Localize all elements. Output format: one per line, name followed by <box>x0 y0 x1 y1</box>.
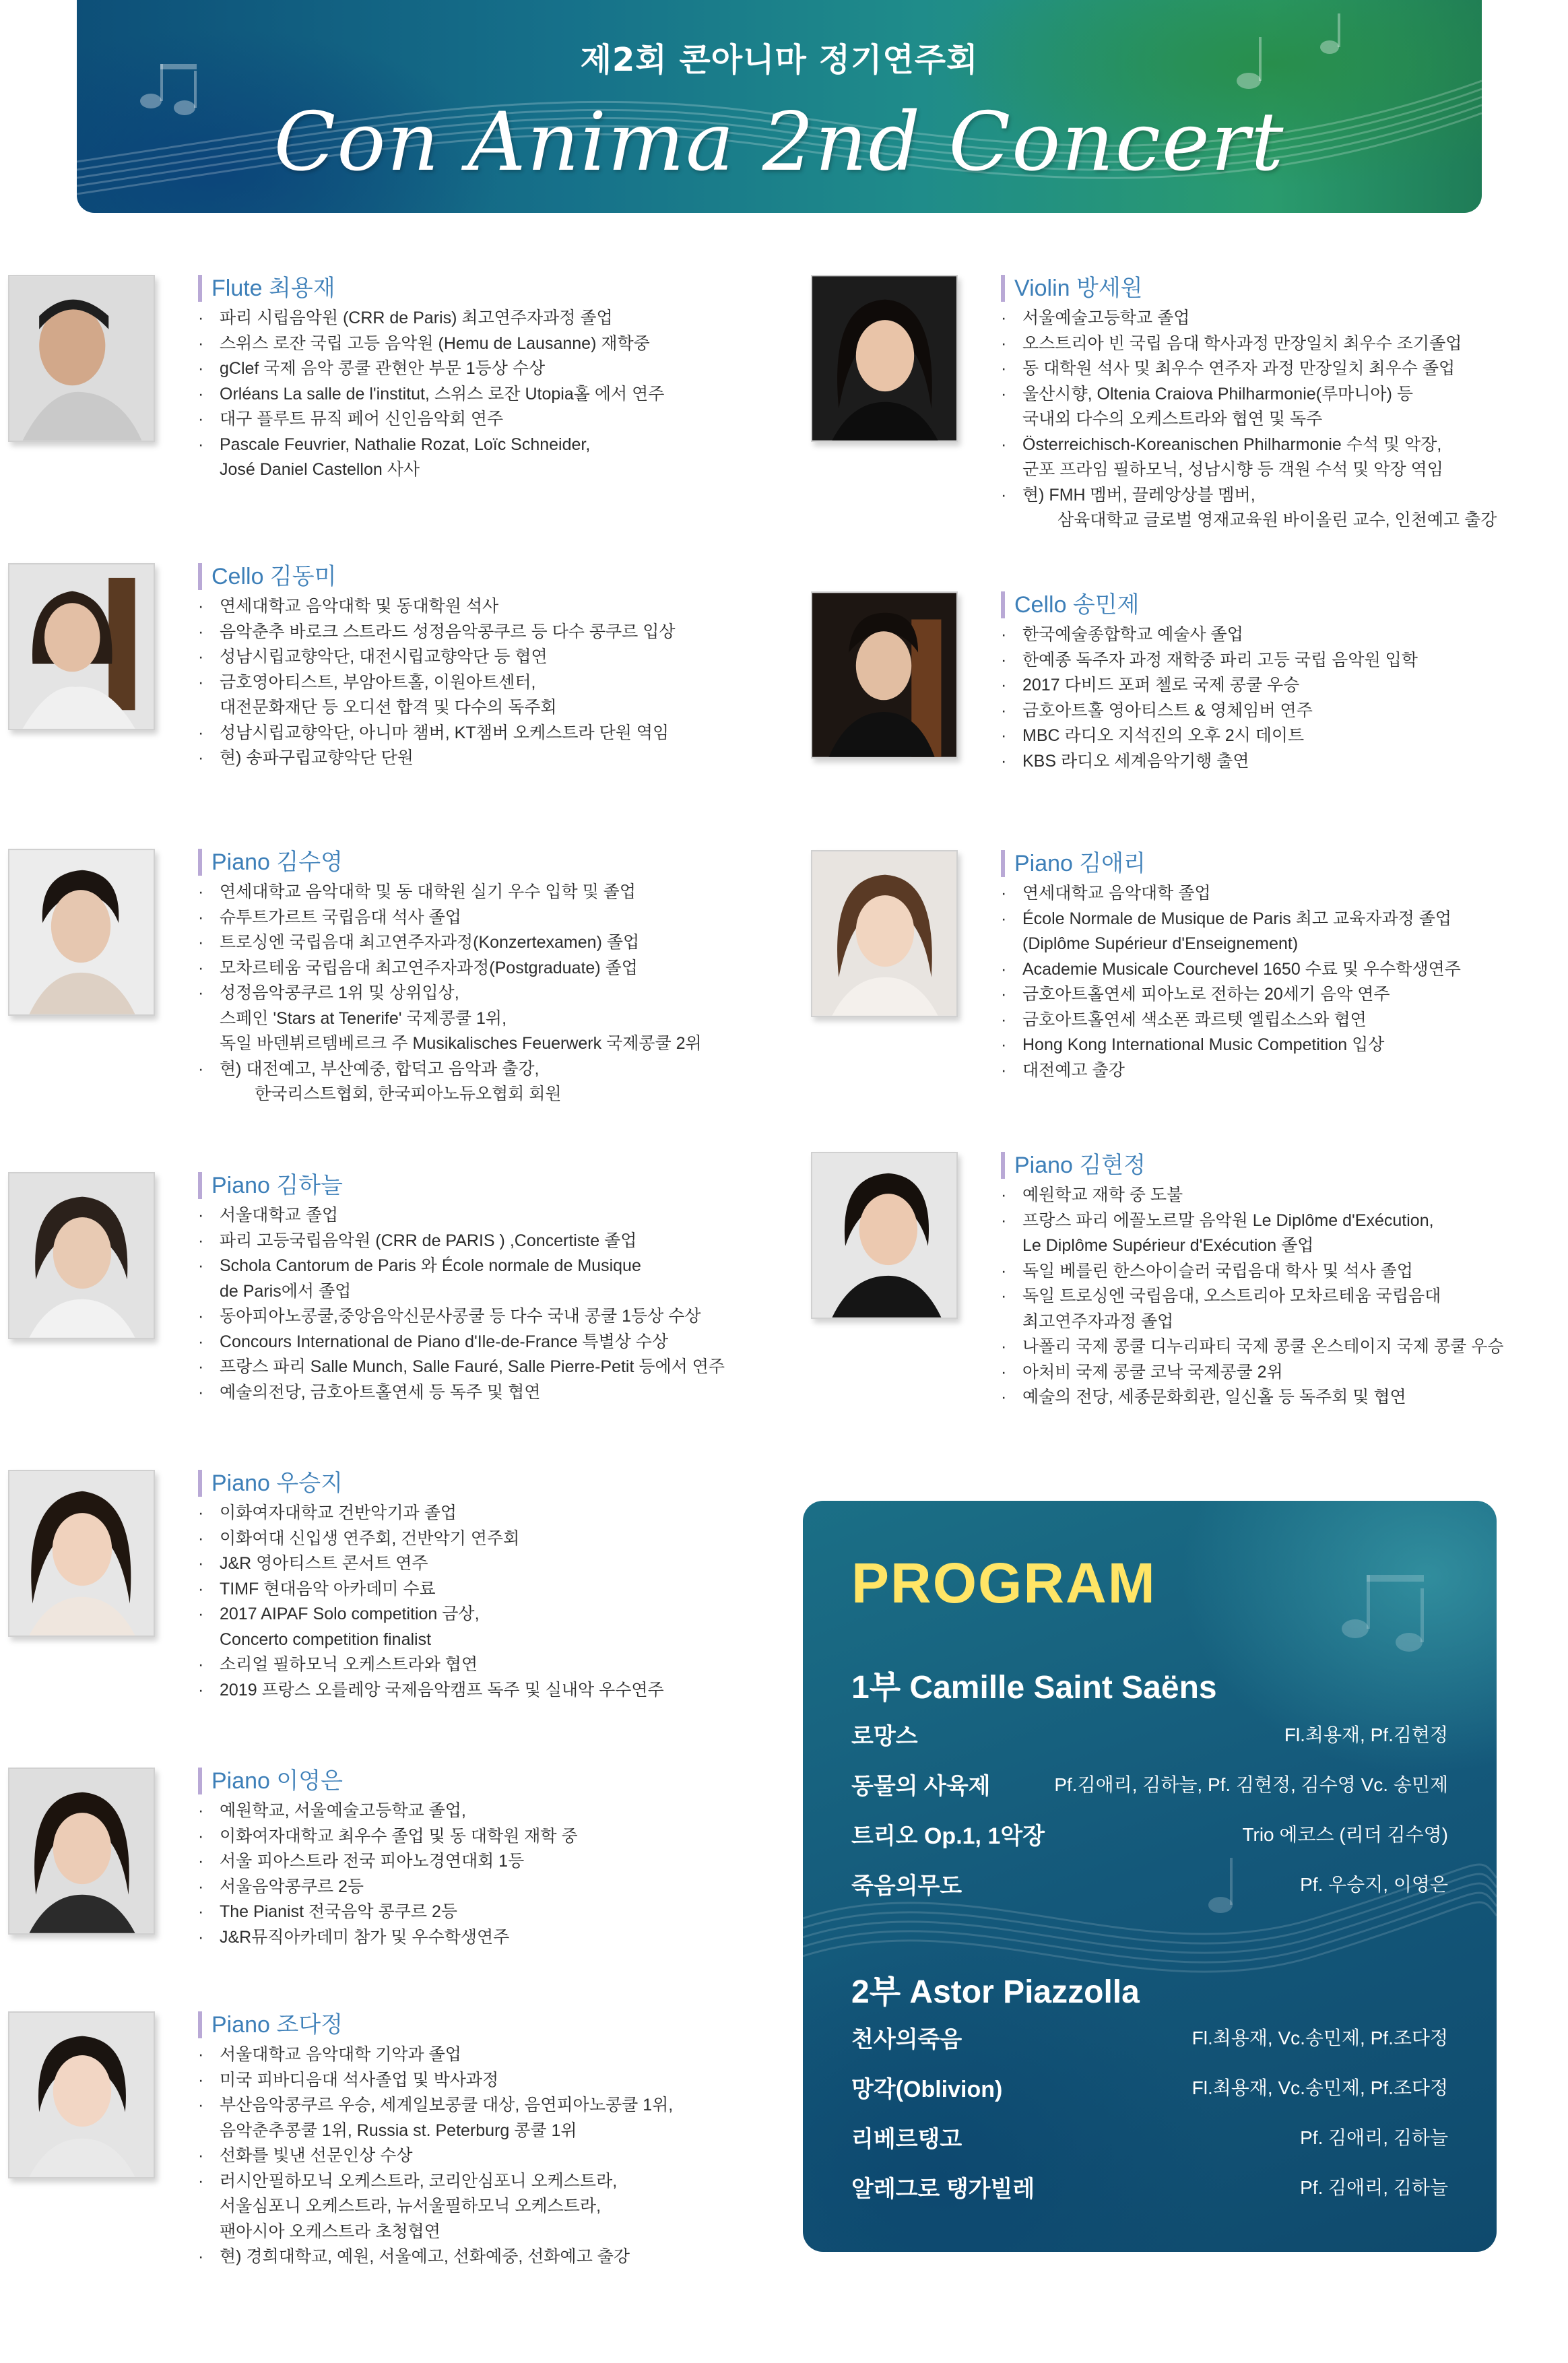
piece-title: 망각(Oblivion) <box>851 2077 1003 2102</box>
bio-item: · 동아피아노콩쿨,중앙음악신문사콩쿨 등 다수 국내 콩쿨 1등상 수상 <box>198 1307 701 1326</box>
bio-item: · 연세대학교 음악대학 졸업 <box>1001 884 1211 903</box>
performer-name: Cello 송민제 <box>1001 591 1568 618</box>
bio-item: · Orléans La salle de l'institut, 스위스 로잔 Utopia홀 에서 연주 <box>198 384 665 403</box>
piece-title: 죽음의무도 <box>851 1873 962 1899</box>
piece-title: 천사의죽음 <box>851 2027 962 2052</box>
performer-photo <box>8 849 155 1016</box>
bio-item: · 성남시립교향악단, 대전시립교향악단 등 협연 <box>198 647 548 666</box>
bio-item-continuation: 독일 바덴뷔르템베르크 주 Musikalisches Feuerwerk 국제콩쿨 2위 <box>220 1034 702 1053</box>
piece-performers: Fl.최용재, Vc.송민제, Pf.조다정 <box>1191 2028 1448 2048</box>
bio-item: · 금호아트홀 영아티스트 & 영체임버 연주 <box>1001 701 1313 720</box>
piece-title: 동물의 사육제 <box>851 1774 991 1799</box>
bio-item: · 현) 경희대학교, 예원, 서울예고, 선화예중, 선화예고 출강 <box>198 2247 630 2266</box>
bio-item: · 아처비 국제 콩쿨 코낙 국제콩쿨 2위 <box>1001 1362 1283 1382</box>
program-row <box>851 1867 1448 1898</box>
piece-title: 알레그로 탱가빌레 <box>851 2176 1035 2202</box>
bio-item-continuation: José Daniel Castellon 사사 <box>220 460 420 479</box>
bio-item: · 프랑스 파리 에꼴노르말 음악원 Le Diplôme d'Exécution, <box>1001 1210 1434 1230</box>
bio-item: · Hong Kong International Music Competition 입상 <box>1001 1035 1385 1054</box>
performer-name: Piano 이영은 <box>198 1768 791 1794</box>
performer-name: Piano 우승지 <box>198 1470 791 1497</box>
bio-item-continuation: 스페인 'Stars at Tenerife' 국제콩쿨 1위, <box>220 1008 507 1028</box>
bio-item: · 대구 플루트 뮤직 페어 신인음악회 연주 <box>198 410 504 428</box>
portrait-image <box>812 276 956 441</box>
program-row <box>851 1718 1448 1749</box>
performer-photo <box>811 275 958 442</box>
bio-item-continuation: Le Diplôme Supérieur d'Exécution 졸업 <box>1022 1236 1314 1255</box>
performer-photo <box>8 1768 155 1935</box>
performer-photo <box>811 1152 958 1319</box>
performer-name: Flute 최용재 <box>198 275 791 302</box>
bio-item: · 서울대학교 졸업 <box>198 1206 338 1225</box>
bio-item: · 프랑스 파리 Salle Munch, Salle Fauré, Salle Pierre-Petit 등에서 연주 <box>198 1357 725 1376</box>
bio-item: · 대전예고 출강 <box>1001 1060 1125 1080</box>
bio-item-continuation: 한국리스트협회, 한국피아노듀오협회 회원 <box>255 1085 562 1103</box>
bio-item: · 소리얼 필하모닉 오케스트라와 협연 <box>198 1655 478 1674</box>
bio-item-continuation: 군포 프라임 필하모닉, 성남시향 등 객원 수석 및 악장 역임 <box>1022 460 1443 479</box>
bio-item: · 독일 베를린 한스아이슬러 국립음대 학사 및 석사 졸업 <box>1001 1261 1413 1281</box>
bio-item: · 나폴리 국제 콩쿨 디누리파티 국제 콩쿨 온스테이지 국제 콩쿨 우승 <box>1001 1337 1504 1356</box>
bio-item: · 이화여자대학교 건반악기과 졸업 <box>198 1503 457 1522</box>
performer-name: Piano 조다정 <box>198 2011 791 2038</box>
piece-performers: Pf. 김애리, 김하늘 <box>1300 2127 1448 2148</box>
performer-name: Violin 방세원 <box>1001 275 1568 302</box>
bio-item: · 현) 송파구립교향악단 단원 <box>198 748 414 767</box>
bio-item: · 서울대학교 음악대학 기악과 졸업 <box>198 2045 461 2064</box>
piece-performers: Pf.김애리, 김하늘, Pf. 김현정, 김수영 Vc. 송민제 <box>1054 1774 1448 1795</box>
bio-item: · 예원학교 재학 중 도불 <box>1001 1186 1183 1204</box>
portrait-image <box>9 1769 154 1933</box>
bio-item: · 미국 피바디음대 석사졸업 및 박사과정 <box>198 2070 499 2090</box>
bio-item: · J&R뮤직아카데미 참가 및 우수학생연주 <box>198 1927 510 1947</box>
piece-performers: Fl.최용재, Pf.김현정 <box>1284 1724 1448 1745</box>
performer-name: Piano 김현정 <box>1001 1152 1568 1179</box>
performer-photo <box>8 275 155 442</box>
bio-item: · 서울음악콩쿠르 2등 <box>198 1877 364 1896</box>
bio-item: · 금호영아티스트, 부암아트홀, 이원아트센터, <box>198 672 536 692</box>
performer-photo <box>811 850 958 1017</box>
bio-item: · École Normale de Musique de Paris 최고 교육자과정 졸업 <box>1001 909 1451 928</box>
bio-item: · 파리 시립음악원 (CRR de Paris) 최고연주자과정 졸업 <box>198 309 613 327</box>
bio-item: · 성정음악콩쿠르 1위 및 상위입상, <box>198 983 459 1002</box>
bio-item-continuation: 삼육대학교 글로벌 영재교육원 바이올린 교수, 인천예고 출강 <box>1057 511 1497 529</box>
bio-item: · J&R 영아티스트 콘서트 연주 <box>198 1554 428 1573</box>
bio-item: · 금호아트홀연세 색소폰 콰르텟 엘립소스와 협연 <box>1001 1010 1367 1029</box>
bio-item: · 예술의전당, 금호아트홀연세 등 독주 및 협연 <box>198 1382 541 1402</box>
bio-item: · 독일 트로싱엔 국립음대, 오스트리아 모차르테움 국립음대 <box>1001 1287 1441 1305</box>
bio-item-continuation: 국내외 다수의 오케스트라와 협연 및 독주 <box>1022 410 1323 428</box>
bio-item: · Schola Cantorum de Paris 와 École normale de Musique <box>198 1256 641 1275</box>
portrait-image <box>812 1153 956 1318</box>
bio-item: · 2019 프랑스 오를레앙 국제음악캠프 독주 및 실내악 우수연주 <box>198 1680 664 1700</box>
piece-performers: Fl.최용재, Vc.송민제, Pf.조다정 <box>1191 2077 1448 2098</box>
bio-item: · 부산음악콩쿠르 우승, 세계일보콩쿨 대상, 음연피아노콩쿨 1위, <box>198 2096 674 2114</box>
concert-title: Con Anima 2nd Concert <box>273 96 1285 189</box>
portrait-image <box>9 850 154 1014</box>
portrait-image <box>812 593 956 757</box>
bio-item: · 러시안필하모닉 오케스트라, 코리안심포니 오케스트라, <box>198 2171 618 2191</box>
part-1-title: 1부 Camille Saint Saëns <box>851 1670 1217 1706</box>
bio-item-continuation: 최고연주자과정 졸업 <box>1022 1312 1174 1331</box>
bio-item: · 연세대학교 음악대학 및 동 대학원 실기 우수 입학 및 졸업 <box>198 882 636 901</box>
bio-item: · 예술의 전당, 세종문화회관, 일신홀 등 독주회 및 협연 <box>1001 1388 1406 1406</box>
bio-item: · 한예종 독주자 과정 재학중 파리 고등 국립 음악원 입학 <box>1001 650 1418 670</box>
performer-name: Cello 김동미 <box>198 563 791 590</box>
piece-performers: Pf. 우승지, 이영은 <box>1300 1874 1448 1895</box>
bio-item: · 이화여대 신입생 연주회, 건반악기 연주회 <box>198 1528 520 1548</box>
portrait-image <box>9 276 154 441</box>
program-row <box>851 1768 1448 1799</box>
bio-item-continuation: (Diplôme Supérieur d'Enseignement) <box>1022 934 1299 953</box>
piece-title: 로망스 <box>851 1724 918 1749</box>
bio-item: · gClef 국제 음악 콩쿨 관현안 부문 1등상 수상 <box>198 359 546 378</box>
bio-item: · 2017 다비드 포퍼 첼로 국제 콩쿨 우승 <box>1001 676 1300 694</box>
bio-item: · Pascale Feuvrier, Nathalie Rozat, Loïc Schneider, <box>198 434 591 454</box>
program-row <box>851 2021 1448 2052</box>
portrait-image <box>812 851 956 1016</box>
performer-name: Piano 김하늘 <box>198 1172 791 1199</box>
bio-item: · 파리 고등국립음악원 (CRR de PARIS ) ,Concertiste 졸업 <box>198 1231 637 1250</box>
bio-item: · 현) FMH 멤버, 끌레앙상블 멤버, <box>1001 485 1255 505</box>
bio-item: · 모차르테움 국립음대 최고연주자과정(Postgraduate) 졸업 <box>198 958 638 977</box>
piece-title: 리베르탱고 <box>851 2127 962 2152</box>
bio-item: · 금호아트홀연세 피아노로 전하는 20세기 음악 연주 <box>1001 985 1390 1004</box>
bio-item: · TIMF 현대음악 아카데미 수료 <box>198 1579 436 1598</box>
bio-item: · 2017 AIPAF Solo competition 금상, <box>198 1605 480 1623</box>
bio-item: · 예원학교, 서울예술고등학교 졸업, <box>198 1801 466 1820</box>
piece-title: 트리오 Op.1, 1악장 <box>851 1823 1045 1849</box>
part-2-title: 2부 Astor Piazzolla <box>851 1974 1140 2010</box>
bio-item: · 트로싱엔 국립음대 최고연주자과정(Konzertexamen) 졸업 <box>198 933 640 952</box>
bio-item: · 오스트리아 빈 국립 음대 학사과정 만장일치 최우수 조기졸업 <box>1001 333 1462 353</box>
program-row <box>851 2170 1448 2201</box>
bio-item: · 서울 피아스트라 전국 피아노경연대회 1등 <box>198 1852 525 1871</box>
bio-item: · 음악춘추 바로크 스트라드 성정음악콩쿠르 등 다수 콩쿠르 입상 <box>198 622 676 641</box>
program-heading: PROGRAM <box>851 1551 1156 1615</box>
bio-item: · 스위스 로잔 국립 고등 음악원 (Hemu de Lausanne) 재학중 <box>198 333 650 353</box>
performer-photo <box>8 1172 155 1339</box>
bio-item: · 서울예술고등학교 졸업 <box>1001 309 1190 327</box>
performer-photo <box>8 563 155 730</box>
performer-photo <box>8 2011 155 2178</box>
bio-item: · 이화여자대학교 최우수 졸업 및 동 대학원 재학 중 <box>198 1826 578 1846</box>
bio-item: · Academie Musicale Courchevel 1650 수료 및 우수학생연주 <box>1001 959 1461 979</box>
concert-subtitle: 제2회 콘아니마 정기연주회 <box>580 41 979 79</box>
program-row <box>851 2121 1448 2151</box>
performer-photo <box>811 591 958 758</box>
program-row <box>851 2071 1448 2102</box>
bio-item: · 슈투트가르트 국립음대 석사 졸업 <box>198 907 461 927</box>
bio-item: · Concours International de Piano d'Ile-de-France 특별상 수상 <box>198 1332 669 1351</box>
bio-item: · MBC 라디오 지석진의 오후 2시 데이트 <box>1001 726 1305 745</box>
program-panel <box>803 1501 1497 2252</box>
bio-item-continuation: Concerto competition finalist <box>220 1629 432 1649</box>
bio-item: · The Pianist 전국음악 콩쿠르 2등 <box>198 1902 458 1921</box>
bio-item-continuation: 대전문화재단 등 오디션 합격 및 다수의 독주회 <box>220 698 557 717</box>
bio-item-continuation: 음악춘추콩쿨 1위, Russia st. Peterburg 콩쿨 1위 <box>220 2121 577 2140</box>
performer-name: Piano 김수영 <box>198 849 791 876</box>
portrait-image <box>9 2013 154 2177</box>
bio-item: · 울산시향, Oltenia Craiova Philharmonie(루마니아) 등 <box>1001 384 1413 403</box>
program-row <box>851 1817 1448 1848</box>
bio-item: · KBS 라디오 세계음악기행 출연 <box>1001 751 1249 771</box>
portrait-image <box>9 1173 154 1338</box>
bio-item-continuation: 서울심포니 오케스트라, 뉴서울필하모닉 오케스트라, <box>220 2197 601 2215</box>
bio-item: · 성남시립교향악단, 아니마 챔버, KT챔버 오케스트라 단원 역임 <box>198 723 669 742</box>
bio-item: · 한국예술종합학교 예술사 졸업 <box>1001 625 1243 644</box>
bio-item: · 선화를 빛낸 선문인상 수상 <box>198 2146 413 2165</box>
header-banner <box>77 0 1482 213</box>
portrait-image <box>9 1471 154 1636</box>
performer-name: Piano 김애리 <box>1001 850 1568 877</box>
performer-photo <box>8 1470 155 1637</box>
bio-item-continuation: 팬아시아 오케스트라 초청협연 <box>220 2222 440 2241</box>
bio-item: · 현) 대전예고, 부산예중, 합덕고 음악과 출강, <box>198 1059 540 1078</box>
portrait-image <box>9 564 154 729</box>
bio-item: · 연세대학교 음악대학 및 동대학원 석사 <box>198 597 499 616</box>
bio-item: · 동 대학원 석사 및 최우수 연주자 과정 만장일치 최우수 졸업 <box>1001 359 1456 378</box>
piece-performers: Pf. 김애리, 김하늘 <box>1300 2177 1448 2198</box>
piece-performers: Trio 에코스 (리더 김수영) <box>1242 1824 1448 1845</box>
bio-item: · Österreichisch-Koreanischen Philharmonie 수석 및 악장, <box>1001 434 1442 454</box>
bio-item-continuation: de Paris에서 졸업 <box>220 1281 352 1301</box>
